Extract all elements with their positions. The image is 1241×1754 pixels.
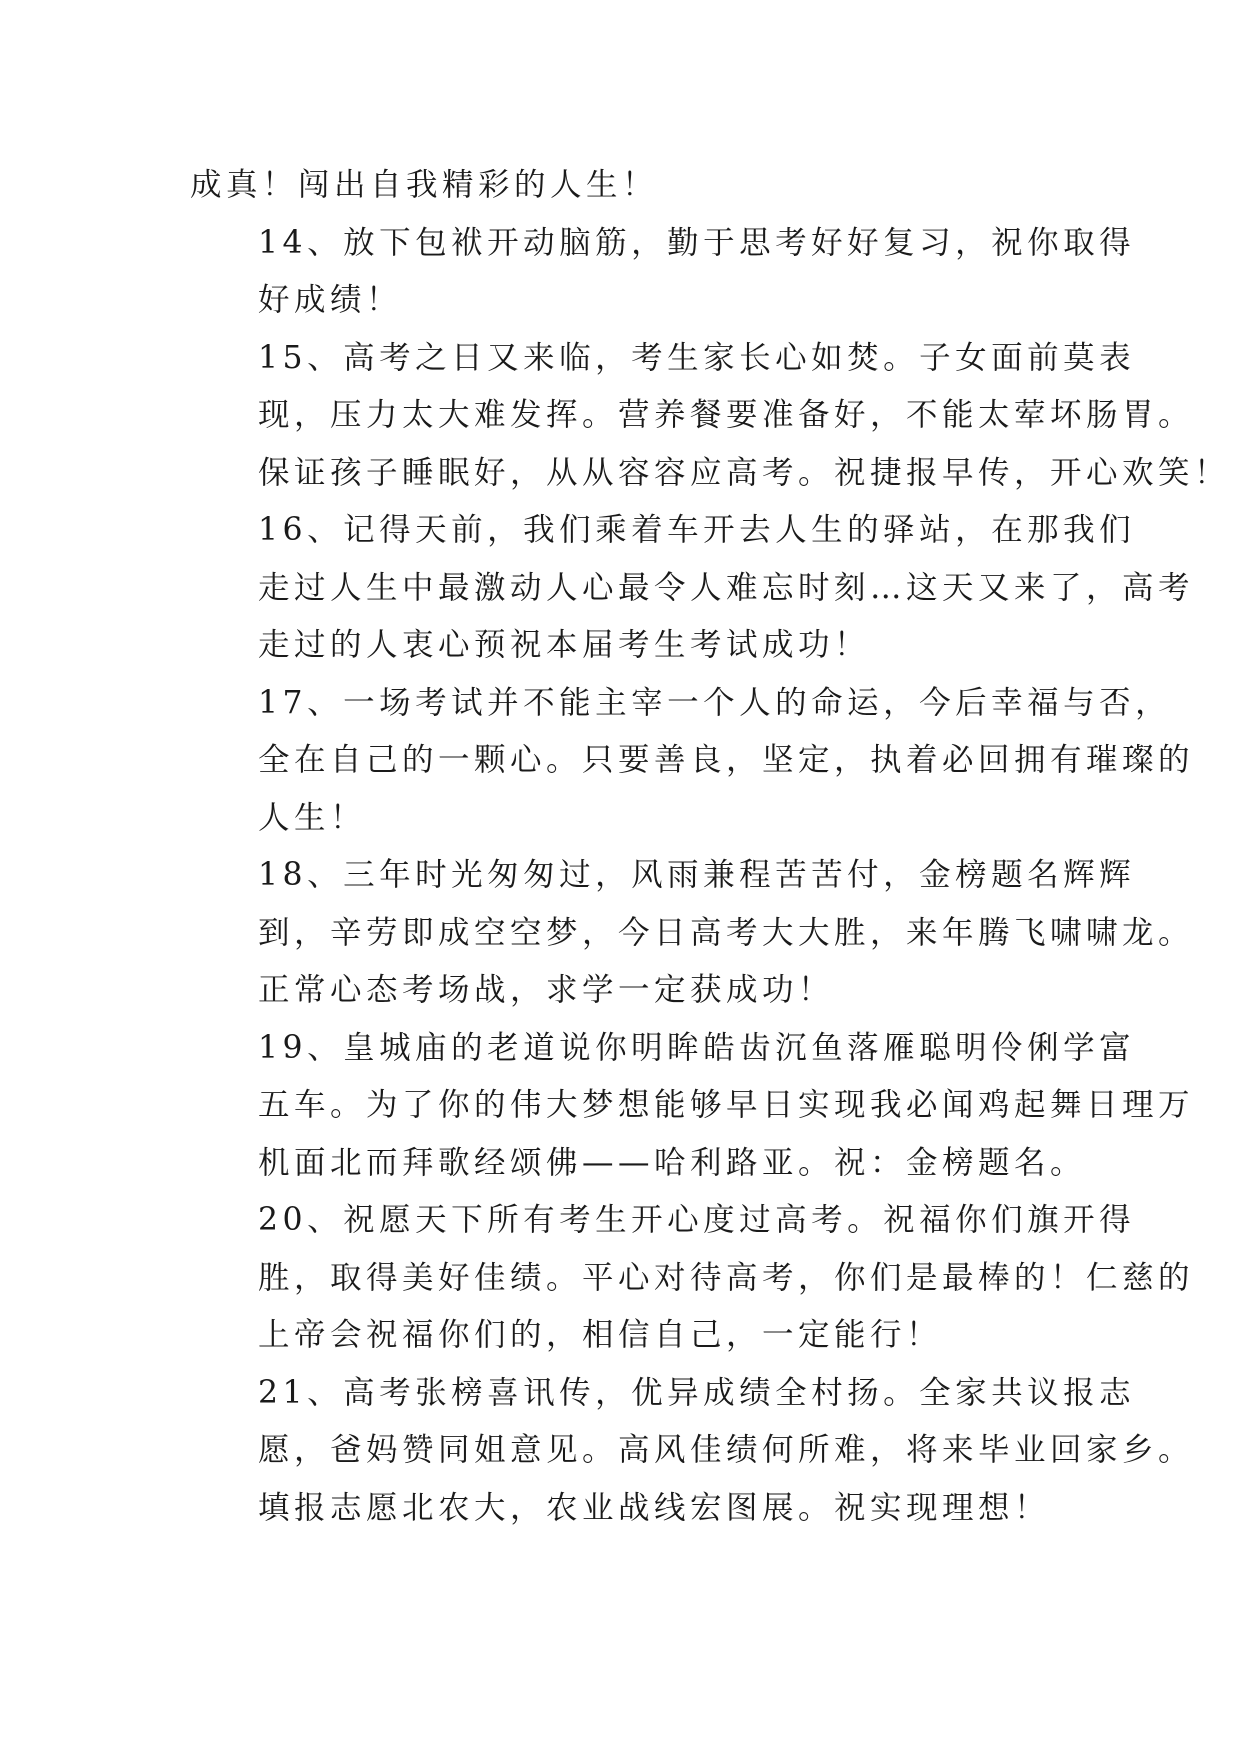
text-line: 20、祝愿天下所有考生开心度过高考。祝福你们旗开得	[258, 1202, 1136, 1238]
text-line: 保证孩子睡眠好，从从容容应高考。祝捷报早传，开心欢笑！	[258, 454, 1231, 491]
text-line: 成真！闯出自我精彩的人生！	[190, 167, 659, 203]
paragraph-14	[190, 215, 1136, 330]
text-line: 填报志愿北农大，农业战线宏图展。祝实现理想！	[258, 1489, 1051, 1526]
paragraph-21	[190, 1365, 1195, 1538]
text-line: 上帝会祝福你们的，相信自己，一定能行！	[258, 1317, 943, 1353]
text-line: 19、皇城庙的老道说你明眸皓齿沉鱼落雁聪明伶俐学富	[258, 1029, 1136, 1066]
text-line: 人生！	[258, 799, 367, 836]
text-line: 现，压力太大难发挥。营养餐要准备好，不能太荤坏肠胃。	[258, 397, 1195, 433]
text-line: 愿，爸妈赞同姐意见。高风佳绩何所难，将来毕业回家乡。	[258, 1432, 1195, 1468]
text-line: 17、一场考试并不能主宰一个人的命运，今后幸福与否，	[258, 684, 1172, 721]
text-line: 机面北而拜歌经颂佛——哈利路亚。祝：金榜题名。	[258, 1144, 1087, 1181]
paragraph-16	[190, 502, 1195, 675]
paragraph-19	[190, 1020, 1195, 1193]
text-line: 走过人生中最激动人心最令人难忘时刻…这天又来了，高考	[258, 569, 1195, 606]
text-line: 15、高考之日又来临，考生家长心如焚。子女面前莫表	[258, 339, 1136, 376]
paragraph-15	[190, 330, 1231, 503]
text-line: 14、放下包袱开动脑筋，勤于思考好好复习，祝你取得	[258, 224, 1136, 261]
document-body	[190, 157, 1231, 1537]
text-line: 16、记得天前，我们乘着车开去人生的驿站，在那我们	[258, 512, 1136, 548]
text-line: 五车。为了你的伟大梦想能够早日实现我必闻鸡起舞日理万	[258, 1087, 1195, 1123]
paragraph-17	[190, 675, 1195, 848]
text-line: 21、高考张榜喜讯传，优异成绩全村扬。全家共议报志	[258, 1374, 1136, 1411]
text-line: 胜，取得美好佳绩。平心对待高考，你们是最棒的！仁慈的	[258, 1259, 1195, 1296]
text-line: 走过的人衷心预祝本届考生考试成功！	[258, 627, 871, 663]
paragraph-18	[190, 847, 1195, 1020]
paragraph-20	[190, 1192, 1195, 1365]
paragraph-13-end	[190, 157, 1060, 215]
text-line: 正常心态考场战，求学一定获成功！	[258, 972, 835, 1008]
text-line: 好成绩！	[258, 282, 403, 318]
text-line: 全在自己的一颗心。只要善良，坚定，执着必回拥有璀璨的	[258, 742, 1195, 778]
text-line: 18、三年时光匆匆过，风雨兼程苦苦付，金榜题名辉辉	[258, 857, 1136, 893]
text-line: 到，辛劳即成空空梦，今日高考大大胜，来年腾飞啸啸龙。	[258, 914, 1195, 951]
